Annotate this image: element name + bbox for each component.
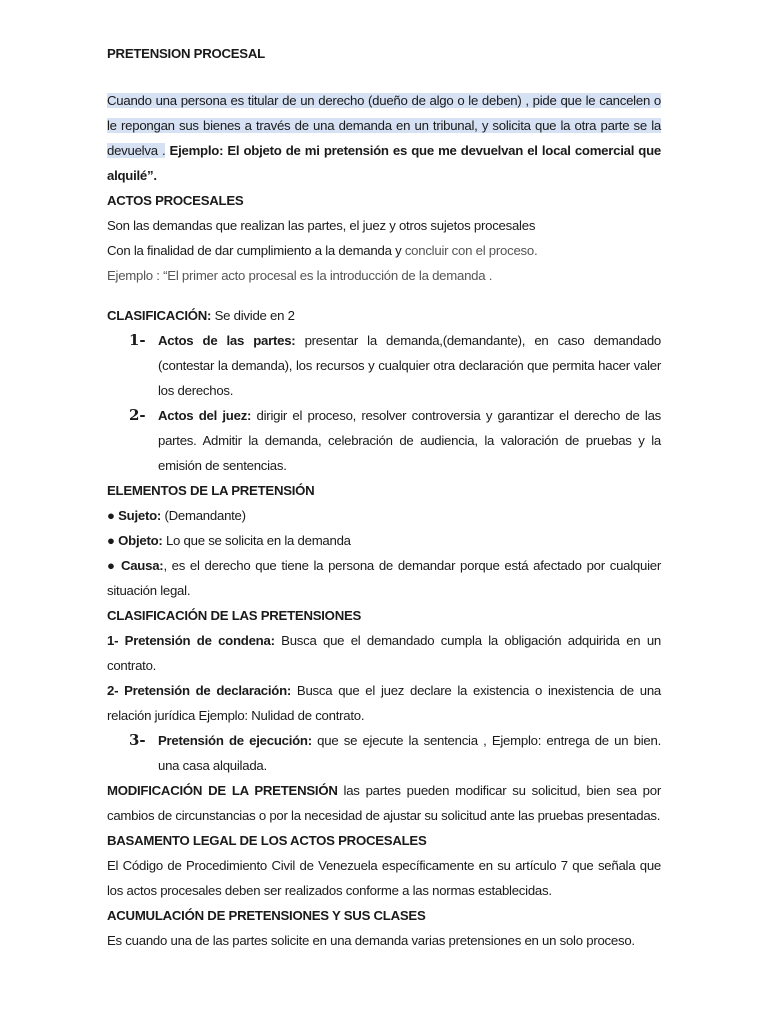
item-text: dirigir el proceso, resolver controversia y garantizar el derecho de las partes. Admitir la demanda, celebración de audiencia, la valoración de pruebas y la emisión de sentencias. xyxy=(158,408,662,473)
basamento-heading: BASAMENTO LEGAL DE LOS ACTOS PROCESALES xyxy=(107,833,427,848)
elemento-text: , es el derecho que tiene la persona de demandar porque está afectado por cualquier situación legal. xyxy=(107,558,661,598)
elemento-objeto xyxy=(107,528,661,553)
basamento-text: El Código de Procedimiento Civil de Venezuela específicamente en su artículo 7 que señala que los actos procesales deben ser realizados conforme a las normas establecidas. xyxy=(107,858,661,898)
pretension-declaracion xyxy=(107,678,661,728)
item-number: 2- xyxy=(129,406,146,424)
clasificacion-line xyxy=(107,303,661,328)
pretension-label: Pretensión de ejecución: xyxy=(158,733,312,748)
elemento-text: Lo que se solicita en la demanda xyxy=(162,533,351,548)
actos-line-1: Son las demandas que realizan las partes, el juez y otros sujetos procesales xyxy=(107,218,536,233)
acumulacion-heading: ACUMULACIÓN DE PRETENSIONES Y SUS CLASES xyxy=(107,908,426,923)
modificacion-label: MODIFICACIÓN DE LA PRETENSIÓN xyxy=(107,783,338,798)
clasificacion-item-2 xyxy=(107,403,661,478)
pretension-text: que se ejecute la sentencia , Ejemplo: entrega de un bien. una casa alquilada. xyxy=(158,733,662,773)
elemento-label: ● Objeto: xyxy=(107,533,163,548)
clasif-pret-heading: CLASIFICACIÓN DE LAS PRETENSIONES xyxy=(107,608,362,623)
elemento-text: (Demandante) xyxy=(161,508,246,523)
intro-example: Ejemplo: El objeto de mi pretensión es que me devuelvan el local comercial que alquilé”. xyxy=(107,143,662,183)
actos-example: Ejemplo : “El primer acto procesal es la introducción de la demanda . xyxy=(107,268,493,283)
elemento-label: ● Causa: xyxy=(107,558,164,573)
pretension-ejecucion xyxy=(107,728,661,778)
intro-paragraph xyxy=(107,88,661,188)
elemento-causa xyxy=(107,553,661,603)
clasificacion-label: CLASIFICACIÓN: xyxy=(107,308,212,323)
item-label: Actos de las partes: xyxy=(158,333,296,348)
item-text: presentar la demanda,(demandante), en caso demandado (contestar la demanda), los recursos y cualquier otra declaración que permita hacer valer los derechos. xyxy=(158,333,662,398)
modificacion-paragraph xyxy=(107,778,661,828)
elemento-sujeto xyxy=(107,503,661,528)
page-title: PRETENSION PROCESAL xyxy=(107,46,265,61)
actos-line-2-part-b: concluir con el proceso. xyxy=(404,243,538,258)
item-label: Actos del juez: xyxy=(158,408,252,423)
actos-line-2 xyxy=(107,238,661,263)
pretension-condena xyxy=(107,628,661,678)
elementos-heading: ELEMENTOS DE LA PRETENSIÓN xyxy=(107,483,315,498)
pretension-label: 2- Pretensión de declaración: xyxy=(107,683,292,698)
acumulacion-text: Es cuando una de las partes solicite en una demanda varias pretensiones en un solo proceso. xyxy=(107,933,635,948)
elemento-label: ● Sujeto: xyxy=(107,508,162,523)
item-number: 1- xyxy=(129,331,146,349)
intro-highlighted-text: Cuando una persona es titular de un derecho (dueño de algo o le deben) , pide que le cancelen o le repongan sus bienes a través de una demanda en un tribunal, y solicita que la otra parte se la devuelva . xyxy=(107,93,661,158)
pretension-label: 1- Pretensión de condena: xyxy=(107,633,275,648)
actos-heading: ACTOS PROCESALES xyxy=(107,193,244,208)
actos-line-2-part-a: Con la finalidad de dar cumplimiento a la demanda y xyxy=(107,243,405,258)
clasificacion-item-1 xyxy=(107,328,661,403)
spacer xyxy=(107,288,661,303)
pretension-text: Busca que el demandado cumpla la obligación adquirida en un contrato. xyxy=(107,633,661,673)
item-number: 3- xyxy=(129,731,146,749)
pretension-text: Busca que el juez declare la existencia o inexistencia de una relación jurídica Ejemplo: Nulidad de contrato. xyxy=(107,683,662,723)
modificacion-text: las partes pueden modificar su solicitud, bien sea por cambios de circunstancias o por la necesidad de ajustar su solicitud ante las pruebas presentadas. xyxy=(107,783,661,823)
clasificacion-text: Se divide en 2 xyxy=(211,308,295,323)
